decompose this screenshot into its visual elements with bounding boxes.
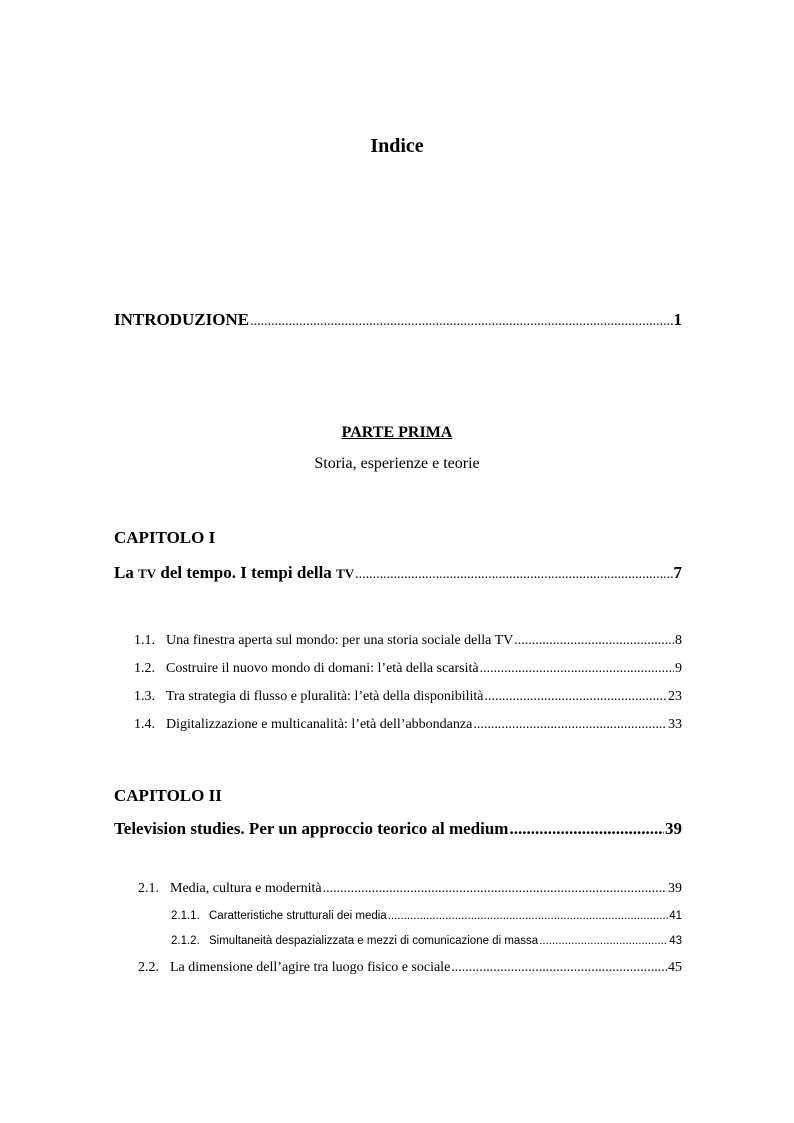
toc-entry-label: La TV del tempo. I tempi della TV bbox=[114, 563, 355, 582]
toc-entry-page: 7 bbox=[673, 563, 682, 582]
toc-entry-section[interactable] bbox=[134, 717, 682, 733]
section-label: La dimensione dell’agire tra luogo fisico e sociale bbox=[170, 960, 451, 975]
toc-entry-label: Television studies. Per un approccio teorico al medium bbox=[114, 819, 509, 838]
section-number: 2.1.1. bbox=[171, 910, 200, 922]
section-label: Tra strategia di flusso e pluralità: l’età della disponibilità bbox=[166, 689, 484, 704]
part-heading: PARTE PRIMA bbox=[341, 424, 453, 441]
section-page: 23 bbox=[668, 689, 682, 704]
dot-leader bbox=[509, 819, 664, 839]
section-page: 33 bbox=[668, 717, 682, 732]
section-page: 39 bbox=[668, 881, 682, 896]
section-label: Media, cultura e modernità bbox=[170, 881, 322, 896]
dot-leader bbox=[539, 935, 668, 947]
dot-leader bbox=[514, 633, 674, 649]
toc-entry-subsection[interactable] bbox=[171, 935, 682, 947]
dot-leader bbox=[480, 661, 674, 677]
chapter-heading: CAPITOLO II bbox=[114, 786, 222, 805]
toc-entry-label: INTRODUZIONE bbox=[114, 310, 250, 329]
dot-leader bbox=[473, 717, 667, 733]
chapter-heading: CAPITOLO I bbox=[114, 528, 216, 547]
toc-entry-section[interactable] bbox=[134, 689, 682, 705]
section-page: 9 bbox=[675, 661, 682, 676]
section-number: 1.1. bbox=[134, 633, 155, 648]
section-page: 41 bbox=[669, 910, 682, 922]
section-number: 1.3. bbox=[134, 689, 155, 704]
section-number: 1.2. bbox=[134, 661, 155, 676]
dot-leader bbox=[323, 881, 667, 897]
section-page: 8 bbox=[675, 633, 682, 648]
toc-entry-section[interactable] bbox=[134, 633, 682, 649]
section-label: Caratteristiche strutturali dei media bbox=[209, 910, 387, 922]
dot-leader bbox=[250, 314, 672, 330]
toc-entry-subsection[interactable] bbox=[171, 910, 682, 922]
toc-entry-section[interactable] bbox=[138, 960, 682, 976]
section-number: 2.1.2. bbox=[171, 935, 200, 947]
section-label: Simultaneità despazializzata e mezzi di comunicazione di massa bbox=[209, 935, 539, 947]
section-label: Costruire il nuovo mondo di domani: l’età della scarsità bbox=[166, 661, 479, 676]
page-title: Indice bbox=[370, 135, 424, 157]
toc-entry-section[interactable] bbox=[134, 661, 682, 677]
dot-leader bbox=[485, 689, 667, 705]
dot-leader bbox=[355, 567, 672, 583]
toc-entry-section[interactable] bbox=[138, 881, 682, 897]
section-page: 43 bbox=[669, 935, 682, 947]
toc-entry-introduzione[interactable] bbox=[114, 310, 682, 330]
dot-leader bbox=[388, 910, 669, 922]
toc-entry-chapter-2[interactable] bbox=[114, 819, 682, 839]
section-page: 45 bbox=[668, 960, 682, 975]
section-number: 2.2. bbox=[138, 960, 159, 975]
section-number: 2.1. bbox=[138, 881, 159, 896]
section-label: Digitalizzazione e multicanalità: l’età dell’abbondanza bbox=[166, 717, 473, 732]
section-label: Una finestra aperta sul mondo: per una storia sociale della TV bbox=[166, 633, 514, 648]
toc-entry-page: 39 bbox=[665, 819, 682, 838]
section-number: 1.4. bbox=[134, 717, 155, 732]
toc-entry-chapter-1[interactable] bbox=[114, 563, 682, 583]
dot-leader bbox=[451, 960, 667, 976]
toc-entry-page: 1 bbox=[673, 310, 682, 329]
part-subtitle: Storia, esperienze e teorie bbox=[314, 455, 480, 472]
